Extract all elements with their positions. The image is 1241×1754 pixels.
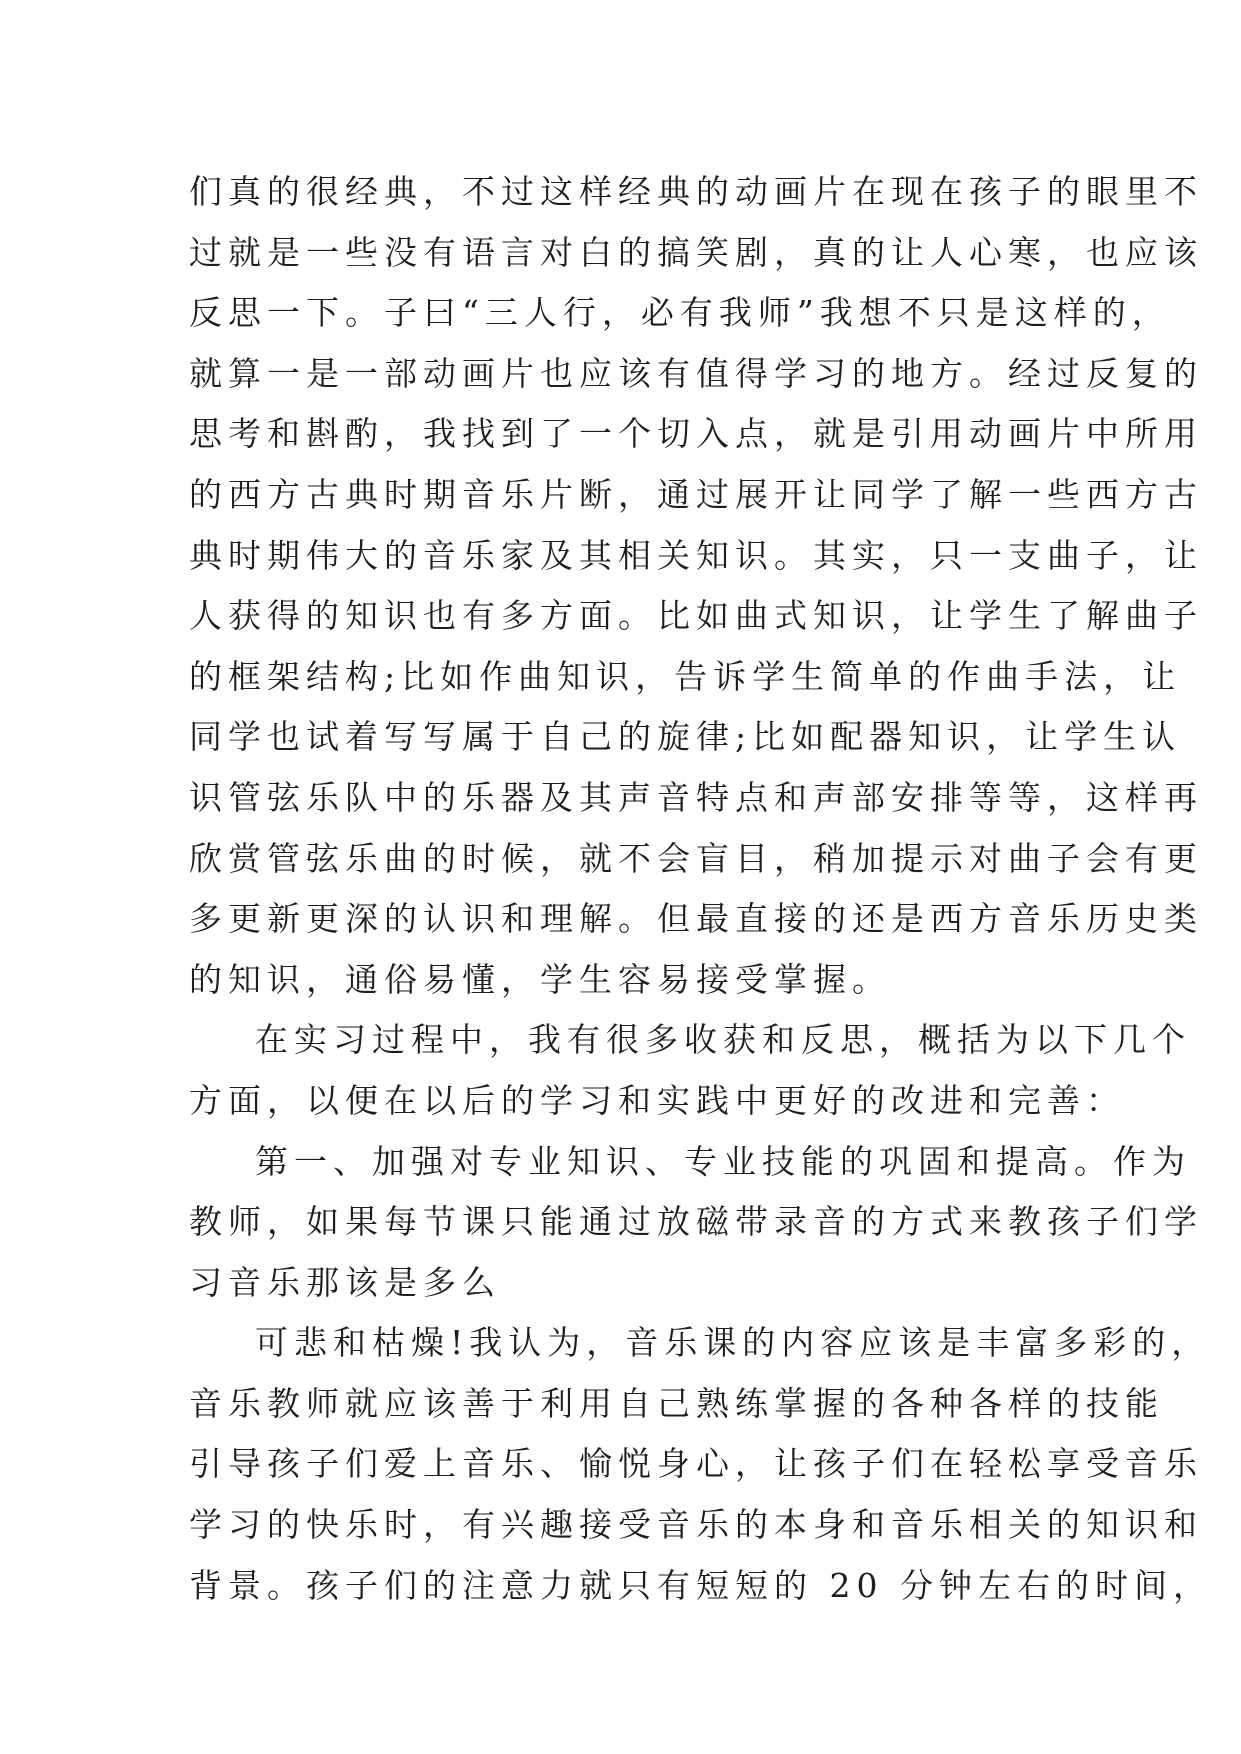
text-line: 的框架结构;比如作曲知识，告诉学生简单的作曲手法，让 [189, 656, 1182, 696]
text-line: 就算一是一部动画片也应该有值得学习的地方。经过反复的 [189, 353, 1203, 393]
text-line: 识管弦乐队中的乐器及其声音特点和声部安排等等，这样再 [189, 777, 1203, 817]
text-line: 学习的快乐时，有兴趣接受音乐的本身和音乐相关的知识和 [189, 1505, 1203, 1545]
text-line: 典时期伟大的音乐家及其相关知识。其实，只一支曲子，让 [189, 535, 1203, 575]
paragraph-start-line: 在实习过程中，我有很多收获和反思，概括为以下几个 [255, 1020, 1191, 1060]
body-text [189, 162, 1212, 1616]
text-line: 的西方古典时期音乐片断，通过展开让同学了解一些西方古 [189, 474, 1203, 514]
text-line: 引导孩子们爱上音乐、愉悦身心，让孩子们在轻松享受音乐 [189, 1444, 1203, 1484]
text-line: 过就是一些没有语言对白的搞笑剧，真的让人心寒，也应该 [189, 232, 1203, 272]
text-line: 人获得的知识也有多方面。比如曲式知识，让学生了解曲子 [189, 596, 1203, 636]
text-line: 同学也试着写写属于自己的旋律;比如配器知识，让学生认 [189, 717, 1182, 757]
paragraph-start-line: 第一、加强对专业知识、专业技能的巩固和提高。作为 [255, 1141, 1191, 1181]
text-line: 音乐教师就应该善于利用自己熟练掌握的各种各样的技能 [189, 1383, 1164, 1423]
paragraph-start-line: 可悲和枯燥!我认为，音乐课的内容应该是丰富多彩的， [255, 1323, 1211, 1363]
text-line: 教师，如果每节课只能通过放磁带录音的方式来教孩子们学 [189, 1202, 1203, 1242]
text-line: 背景。孩子们的注意力就只有短短的 20 分钟左右的时间， [189, 1565, 1212, 1605]
text-line: 习音乐那该是多么 [189, 1262, 501, 1302]
text-line: 们真的很经典，不过这样经典的动画片在现在孩子的眼里不 [189, 172, 1203, 211]
text-line: 多更新更深的认识和理解。但最直接的还是西方音乐历史类 [189, 899, 1203, 939]
text-line: 的知识，通俗易懂，学生容易接受掌握。 [189, 959, 891, 999]
text-line: 反思一下。子曰“三人行，必有我师”我想不只是这样的， [189, 293, 1171, 333]
text-line: 欣赏管弦乐曲的时候，就不会盲目，稍加提示对曲子会有更 [189, 838, 1203, 878]
text-line: 方面，以便在以后的学习和实践中更好的改进和完善： [189, 1080, 1125, 1120]
text-line: 思考和斟酌，我找到了一个切入点，就是引用动画片中所用 [189, 414, 1203, 454]
